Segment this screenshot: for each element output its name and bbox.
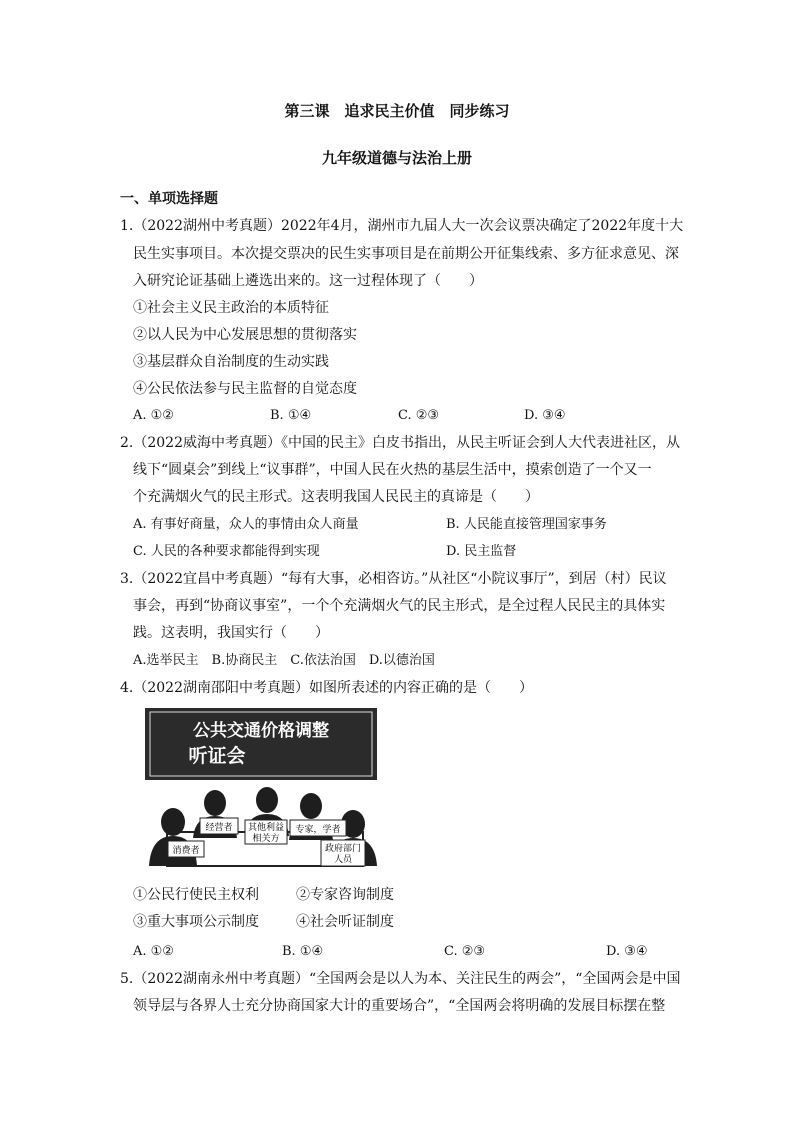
q1-statement-4: ④公民依法参与民主监督的自觉态度 — [133, 381, 357, 397]
q1-line-3: 入研究论证基础上遴选出来的。这一过程体现了（ ） — [133, 273, 483, 289]
q2-option-b: B. 人民能直接管理国家事务 — [446, 517, 607, 532]
q2-option-d: D. 民主监督 — [446, 544, 517, 559]
section-title: 一、单项选择题 — [120, 191, 218, 207]
q2-line-1: 2.（2022威海中考真题）《中国的民主》白皮书指出，从民主听证会到人大代表进社区，从 — [120, 435, 680, 451]
q4-statement-4: ④社会听证制度 — [296, 914, 394, 930]
label-stakeholders-2: 相关方 — [252, 834, 280, 844]
page-title: 第三课 追求民主价值 同步练习 — [284, 102, 510, 120]
q1-option-a: A. ①② — [133, 408, 174, 423]
q1-statement-2: ②以人民为中心发展思想的贯彻落实 — [133, 327, 357, 343]
q4-statement-2: ②专家咨询制度 — [296, 887, 394, 903]
label-stakeholders-1: 其他利益 — [247, 823, 285, 833]
q4-option-a: A. ①② — [133, 944, 174, 959]
q2-option-c: C. 人民的各种要求都能得到实现 — [133, 544, 320, 559]
q3-line-3: 践。这表明，我国实行（ ） — [133, 625, 329, 641]
q2-option-a: A. 有事好商量，众人的事情由众人商量 — [133, 517, 359, 532]
q3-options: A.选举民主 B.协商民主 C.依法治国 D.以德治国 — [133, 653, 435, 668]
q1-line-2: 民生实事项目。本次提交票决的民生实事项目是在前期公开征集线索、多方征求意见、深 — [133, 246, 679, 262]
hearing-illustration — [145, 708, 377, 870]
q2-line-2: 线下“圆桌会”到线上“议事群”，中国人民在火热的基层生活中，摸索创造了一个又一 — [133, 462, 652, 478]
q4-option-d: D. ③④ — [606, 944, 648, 959]
q4-statement-3: ③重大事项公示制度 — [133, 914, 259, 930]
q4-option-c: C. ②③ — [444, 944, 486, 959]
label-government-2: 人员 — [333, 855, 353, 865]
q1-option-d: D. ③④ — [524, 408, 566, 423]
board-text-line2: 听证会 — [188, 745, 246, 767]
q1-statement-3: ③基层群众自治制度的生动实践 — [133, 354, 329, 370]
board-text-line1: 公共交通价格调整 — [193, 721, 329, 741]
q1-statement-1: ①社会主义民主政治的本质特征 — [133, 300, 329, 316]
q4-statement-1: ①公民行使民主权利 — [133, 887, 259, 903]
q5-line-1: 5.（2022湖南永州中考真题）“全国两会是以人为本、关注民生的两会”，“全国两会是中国 — [120, 971, 681, 987]
q2-line-3: 个充满烟火气的民主形式。这表明我国人民民主的真谛是（ ） — [133, 489, 539, 505]
hearing-board — [145, 708, 377, 780]
q1-line-1: 1.（2022湖州中考真题）2022年4月，湖州市九届人大一次会议票决确定了2022年度十大 — [120, 218, 684, 234]
label-government-1: 政府部门 — [324, 844, 362, 854]
q3-line-2: 事会，再到“协商议事室”，一个个充满烟火气的民主形式，是全过程人民民主的具体实 — [133, 598, 666, 614]
q1-option-c: C. ②③ — [398, 408, 440, 423]
q5-line-2: 领导层与各界人士充分协商国家大计的重要场合”，“全国两会将明确的发展目标摆在整 — [133, 998, 666, 1014]
label-experts: 专家，学者 — [295, 825, 341, 835]
q3-line-1: 3.（2022宜昌中考真题）“每有大事，必相咨访。”从社区“小院议事厅”，到居（村）民议 — [120, 571, 667, 587]
label-operator: 经营者 — [205, 823, 233, 833]
q4-line-1: 4.（2022湖南邵阳中考真题）如图所表述的内容正确的是（ ） — [120, 680, 533, 696]
label-consumer: 消费者 — [172, 846, 200, 856]
page-subtitle: 九年级道德与法治上册 — [321, 149, 472, 167]
q4-option-b: B. ①④ — [282, 944, 324, 959]
q1-option-b: B. ①④ — [270, 408, 312, 423]
